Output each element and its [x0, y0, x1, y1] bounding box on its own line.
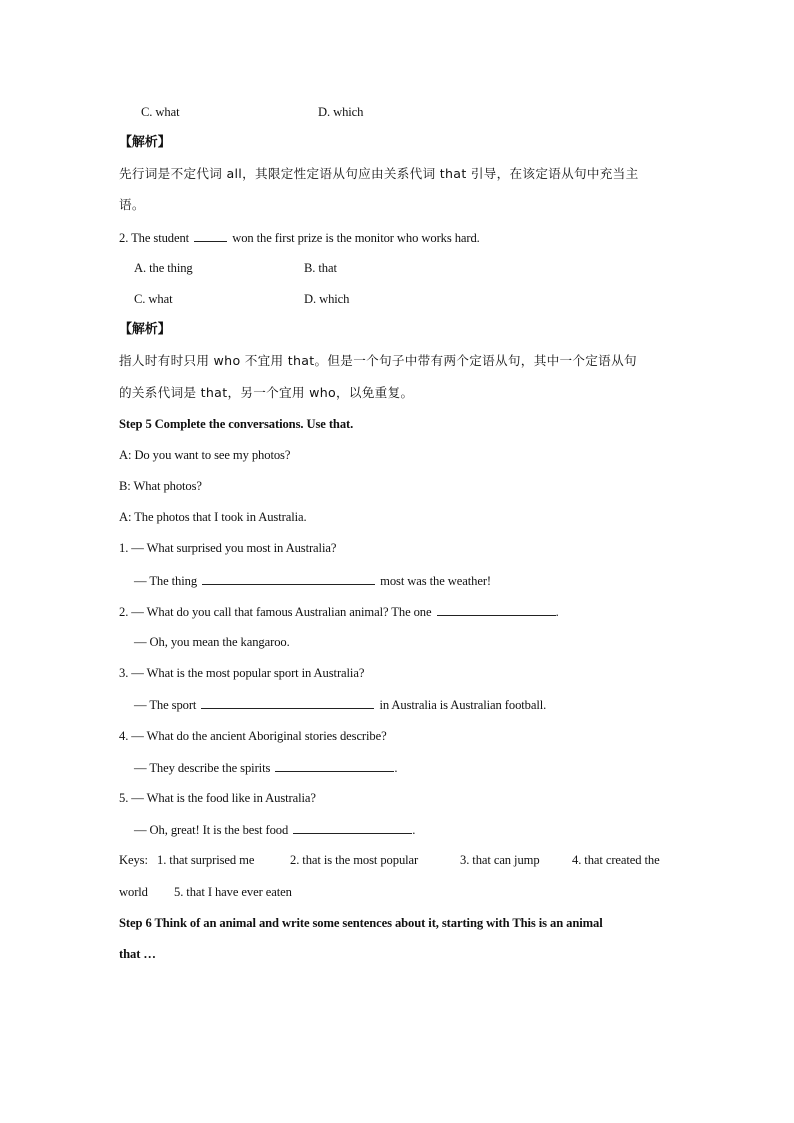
q1-analysis-line1: 先行词是不定代词 all，其限定性定语从句应由关系代词 that 引导，在该定语从句中充当主 — [119, 166, 639, 181]
key-5: 5. that I have ever eaten — [174, 885, 292, 899]
step6-heading-line2: that … — [119, 947, 156, 961]
step5-item2-question-after: . — [555, 605, 559, 619]
step5-item4-answer-before: — They describe the spirits — [134, 761, 271, 775]
step5-item1-blank[interactable] — [202, 572, 375, 585]
step5-item1-answer-before: — The thing — [134, 574, 198, 588]
q2-analysis-heading: 【解析】 — [119, 322, 171, 337]
step5-item4-answer — [134, 759, 397, 776]
step5-item2-answer: — Oh, you mean the kangaroo. — [134, 635, 290, 649]
step5-item4-question: 4. — What do the ancient Aboriginal stories describe? — [119, 729, 387, 743]
q1-option-c: C. what — [141, 105, 180, 119]
q2-blank[interactable] — [194, 229, 227, 242]
step5-item5-answer-after: . — [412, 823, 416, 837]
q2-stem-before: 2. The student — [119, 231, 190, 245]
step5-item1-question: 1. — What surprised you most in Australia? — [119, 541, 337, 555]
q1-analysis-line2: 语。 — [119, 197, 145, 212]
step5-item2-question — [119, 603, 559, 620]
step6-heading-line1: Step 6 Think of an animal and write some sentences about it, starting with This is an animal — [119, 916, 603, 930]
step5-example-line: B: What photos? — [119, 479, 202, 493]
step5-example-line: A: The photos that I took in Australia. — [119, 510, 307, 524]
step5-item2-question-before: 2. — What do you call that famous Australian animal? The one — [119, 605, 432, 619]
step5-item5-question: 5. — What is the food like in Australia? — [119, 791, 316, 805]
step5-item3-blank[interactable] — [201, 696, 374, 709]
step5-item3-answer — [134, 696, 546, 713]
step5-item5-answer-before: — Oh, great! It is the best food — [134, 823, 289, 837]
q2-stem — [119, 229, 480, 246]
step5-item5-answer — [134, 821, 415, 838]
key-2: 2. that is the most popular — [290, 853, 419, 867]
q2-analysis-line2: 的关系代词是 that，另一个宜用 who，以免重复。 — [119, 385, 414, 400]
step5-item5-blank[interactable] — [293, 821, 412, 834]
step5-item1-answer — [134, 572, 491, 589]
step5-item3-answer-before: — The sport — [134, 698, 197, 712]
step5-item3-answer-after: in Australia is Australian football. — [379, 698, 547, 712]
q1-option-d: D. which — [318, 105, 364, 119]
step5-item1-answer-after: most was the weather! — [380, 574, 492, 588]
key-4-continued: world — [119, 885, 148, 899]
key-3: 3. that can jump — [460, 853, 540, 867]
q2-analysis-line1: 指人时有时只用 who 不宜用 that。但是一个句子中带有两个定语从句，其中一个定语从句 — [119, 353, 637, 368]
q2-stem-after: won the first prize is the monitor who works hard. — [232, 231, 480, 245]
keys-label: Keys: — [119, 853, 148, 867]
q2-option-a: A. the thing — [134, 261, 193, 275]
q2-option-b: B. that — [304, 261, 337, 275]
q2-option-d: D. which — [304, 292, 350, 306]
step5-example-line: A: Do you want to see my photos? — [119, 448, 291, 462]
key-4: 4. that created the — [572, 853, 660, 867]
step5-item2-blank[interactable] — [437, 603, 556, 616]
step5-heading: Step 5 Complete the conversations. Use that. — [119, 417, 354, 431]
step5-item4-blank[interactable] — [275, 759, 394, 772]
step5-item4-answer-after: . — [394, 761, 398, 775]
q2-option-c: C. what — [134, 292, 173, 306]
key-1: 1. that surprised me — [157, 853, 255, 867]
q1-analysis-heading: 【解析】 — [119, 135, 171, 150]
step5-item3-question: 3. — What is the most popular sport in Australia? — [119, 666, 365, 680]
